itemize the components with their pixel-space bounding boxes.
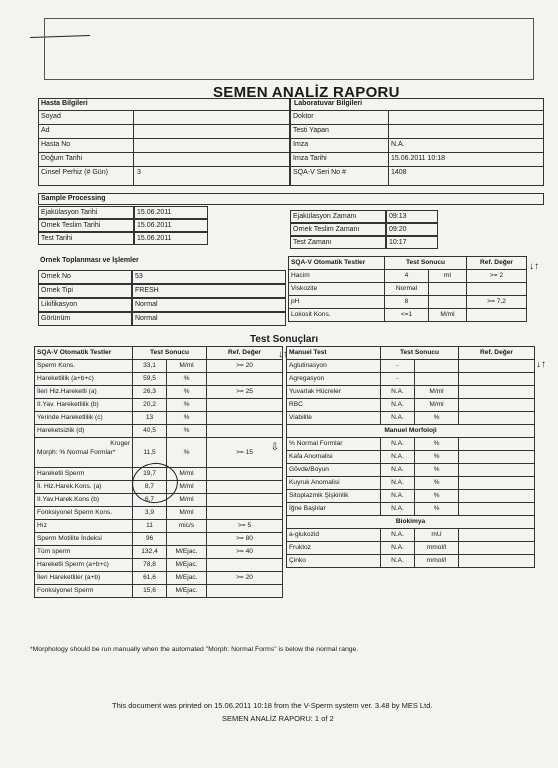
test-value-cell: 11	[133, 520, 167, 533]
test-unit-cell: mmol/l	[415, 555, 459, 568]
ref-value-cell	[207, 373, 283, 386]
test-value-cell: N.A.	[381, 542, 415, 555]
test-name-cell: Hareketli Sperm (a+b+c)	[35, 559, 133, 572]
test-name-cell: İl. Hiz.Harek.Kons. (a)	[35, 481, 133, 494]
ref-value-cell: >= 15 ⇩	[207, 438, 283, 468]
ref-value-cell	[207, 425, 283, 438]
ref-value-cell	[459, 399, 535, 412]
ref-value-cell: >= 5	[207, 520, 283, 533]
table-row	[287, 555, 535, 568]
header-cell: Test Sonucu	[385, 257, 467, 270]
test-name-cell: Kafa Anomalisi	[287, 451, 381, 464]
sample-date-label: Ejakülasyon Tarihi	[41, 209, 98, 216]
sort-arrows-icon-right: ↓↑	[536, 360, 546, 370]
test-unit-cell: M/ml	[415, 386, 459, 399]
test-unit-cell: M/ml	[167, 494, 207, 507]
sample-time-value: 09:20	[389, 226, 407, 233]
header-cell: SQA-V Otomatik Testler	[289, 257, 385, 270]
patient-field-label: Hasta No	[41, 141, 71, 148]
test-value-cell: 6,7	[133, 494, 167, 507]
test-unit-cell: %	[415, 451, 459, 464]
test-value-cell: N.A.	[381, 503, 415, 516]
table-row	[287, 529, 535, 542]
lab-field-label: İmza	[293, 141, 309, 148]
section-header-cell: Biokimya	[287, 516, 535, 529]
table-row	[35, 572, 283, 585]
test-unit-cell: M/ml	[167, 507, 207, 520]
test-unit-cell: mU	[415, 529, 459, 542]
table-row	[289, 296, 527, 309]
test-name-cell: % Normal Formlar	[287, 438, 381, 451]
test-unit-cell: %	[167, 412, 207, 425]
test-name-cell: İleri Hiz.Hareketli (a)	[35, 386, 133, 399]
test-value-cell: 33,1	[133, 360, 167, 373]
table-row	[35, 546, 283, 559]
sample-date-label: Örnek Teslim Tarihi	[41, 222, 101, 229]
test-unit-cell: %	[167, 373, 207, 386]
test-value-cell: 19,7	[133, 468, 167, 481]
test-name-cell: İğne Başlılar	[287, 503, 381, 516]
test-name-cell: RBC	[287, 399, 381, 412]
test-unit-cell	[429, 283, 467, 296]
sample-time-label: Örnek Teslim Zamanı	[293, 226, 360, 233]
test-unit-cell: M/ml	[167, 360, 207, 373]
table-row	[287, 451, 535, 464]
table-row	[287, 412, 535, 425]
ornek-value: Normal	[135, 315, 158, 322]
test-value-cell: N.A.	[381, 490, 415, 503]
test-name-cell: İleri Hareketliler (a+b)	[35, 572, 133, 585]
test-unit-cell: mmol/l	[415, 542, 459, 555]
sample-time-label: Test Zamanı	[293, 239, 332, 246]
ref-value-cell	[207, 559, 283, 572]
table-row	[287, 347, 535, 360]
ref-value-cell	[459, 451, 535, 464]
sample-date-value: 15.06.2011	[137, 209, 172, 216]
ref-value-cell	[459, 386, 535, 399]
ornek-header: Örnek Toplanması ve İşlemler	[40, 257, 139, 264]
footer-print-info: This document was printed on 15.06.2011 10:18 from the V-Sperm system ver. 3.48 by MES Ltd.	[112, 701, 433, 710]
test-name-cell: Gövde/Boyun	[287, 464, 381, 477]
test-name-cell: Viskozite	[289, 283, 385, 296]
test-value-cell: Normal	[385, 283, 429, 296]
test-unit-cell: M/ml	[415, 399, 459, 412]
test-unit-cell: %	[167, 386, 207, 399]
table-row	[35, 412, 283, 425]
lab-field-label: Doktor	[293, 113, 314, 120]
test-unit-cell: %	[415, 464, 459, 477]
ref-value-cell	[459, 529, 535, 542]
test-unit-cell	[415, 360, 459, 373]
patient-field-label: Doğum Tarihi	[41, 155, 83, 162]
test-value-cell: 40,5	[133, 425, 167, 438]
table-row	[287, 360, 535, 373]
sample-date-label: Test Tarihi	[41, 235, 73, 242]
test-unit-cell	[167, 533, 207, 546]
test-unit-cell: %	[415, 477, 459, 490]
test-unit-cell: M/Ejac.	[167, 559, 207, 572]
test-unit-cell: M/ml	[167, 481, 207, 494]
ref-value-cell	[459, 503, 535, 516]
test-value-cell: -	[381, 360, 415, 373]
patient-field-label: Cinsel Perhiz (# Gün)	[41, 169, 108, 176]
test-value-cell: 3,9	[133, 507, 167, 520]
lab-field-label: İmza Tarihi	[293, 155, 327, 162]
test-value-cell: 20,2	[133, 399, 167, 412]
lab-field-value: 15.06.2011 10:18	[391, 155, 445, 162]
ref-value-cell	[459, 438, 535, 451]
test-value-cell: 8	[385, 296, 429, 309]
ref-value-cell	[467, 283, 527, 296]
table-row	[287, 503, 535, 516]
patient-field-value: 3	[137, 169, 141, 176]
ref-value-cell	[459, 464, 535, 477]
ornek-label: Örnek Tipi	[41, 287, 73, 294]
row-divider	[38, 152, 290, 153]
table-row	[287, 386, 535, 399]
down-arrow-icon: ⇩	[270, 442, 280, 453]
ref-value-cell: >= 20	[207, 572, 283, 585]
test-value-cell: <=1	[385, 309, 429, 322]
sort-arrows-icon: ↓↑	[529, 262, 539, 272]
ref-value-cell	[467, 309, 527, 322]
test-name-cell: Tüm sperm	[35, 546, 133, 559]
test-unit-cell: %	[415, 490, 459, 503]
sample-time-value: 09:13	[389, 213, 407, 220]
lab-field-value: N.A.	[391, 141, 405, 148]
test-value-cell: 15,6	[133, 585, 167, 598]
test-unit-cell: M/ml	[429, 309, 467, 322]
ornek-label: Örnek No	[41, 273, 71, 280]
ornek-value: FRESH	[135, 287, 159, 294]
test-value-cell: 61,6	[133, 572, 167, 585]
test-value-cell: 132,4	[133, 546, 167, 559]
ornek-value: Normal	[135, 301, 158, 308]
test-name-cell: Yerinde Hareketlilik (c)	[35, 412, 133, 425]
test-name-cell: Morph: % Normal Formlar* Kruger	[35, 438, 133, 468]
test-value-cell: N.A.	[381, 399, 415, 412]
ref-value-cell	[207, 481, 283, 494]
sample-processing-header-bar	[38, 193, 544, 205]
table-row	[287, 425, 535, 438]
ref-value-cell	[459, 412, 535, 425]
test-name-cell: Lokosit Kons.	[289, 309, 385, 322]
table-row	[35, 425, 283, 438]
test-value-cell: 11,5	[133, 438, 167, 468]
header-cell: Test Sonucu	[381, 347, 459, 360]
table-row	[35, 520, 283, 533]
ornek-value: 53	[135, 273, 143, 280]
test-name-cell: Fonksiyonel Sperm Kons.	[35, 507, 133, 520]
sample-date-value: 15.06.2011	[137, 235, 172, 242]
test-value-cell: -	[381, 373, 415, 386]
test-value-cell: 26,3	[133, 386, 167, 399]
header-cell: Test Sonucu	[133, 347, 207, 360]
test-name-cell: II.Yav.Harek.Kons (b)	[35, 494, 133, 507]
patient-field-label: Ad	[41, 127, 50, 134]
patient-info-header: Hasta Bilgileri	[41, 100, 88, 107]
lab-field-value: 1408	[391, 169, 407, 176]
test-name-cell: Hareketli Sperm	[35, 468, 133, 481]
table-row	[287, 399, 535, 412]
test-value-cell: N.A.	[381, 555, 415, 568]
sample-time-value: 10:17	[389, 239, 407, 246]
test-name-cell: II.Yav. Hareketlilik (b)	[35, 399, 133, 412]
lab-info-header: Laboratuvar Bilgileri	[294, 100, 363, 107]
ref-value-cell	[207, 494, 283, 507]
table-row	[287, 373, 535, 386]
ref-value-cell: >= 20	[207, 360, 283, 373]
header-cell: Ref. Değer	[459, 347, 535, 360]
test-name-cell: Kuyruk Anomalisi	[287, 477, 381, 490]
test-name-cell: Agregasyon	[287, 373, 381, 386]
ref-value-cell	[459, 490, 535, 503]
test-unit-cell: mic/s	[167, 520, 207, 533]
lab-field-label: SQA-V Seri No #	[293, 169, 346, 176]
row-divider	[290, 152, 544, 153]
table-row	[35, 386, 283, 399]
letterhead-box	[44, 18, 534, 80]
test-name-cell: Yuvarlak Hücreler	[287, 386, 381, 399]
test-name-cell: Viabilite	[287, 412, 381, 425]
ref-value-cell	[459, 542, 535, 555]
test-value-cell: 13	[133, 412, 167, 425]
ref-value-cell	[207, 507, 283, 520]
test-name-cell: Aglutinasyon	[287, 360, 381, 373]
header-cell: Ref. Değer	[207, 347, 283, 360]
table-row	[35, 507, 283, 520]
table-row	[35, 347, 283, 360]
table-row	[35, 360, 283, 373]
table-row	[289, 270, 527, 283]
column-divider	[388, 110, 389, 186]
test-name-cell: Hacim	[289, 270, 385, 283]
test-unit-cell: %	[415, 503, 459, 516]
header-cell: Ref. Değer	[467, 257, 527, 270]
ref-value-cell	[459, 360, 535, 373]
test-unit-cell: %	[167, 425, 207, 438]
test-name-cell: Hareketlilik (a+b+c)	[35, 373, 133, 386]
test-unit-cell: M/ml	[167, 468, 207, 481]
section-header-cell: Manuel Morfoloji	[287, 425, 535, 438]
patient-field-label: Soyad	[41, 113, 61, 120]
test-unit-cell: ml	[429, 270, 467, 283]
manual-tests-table	[286, 346, 535, 568]
test-unit-cell: %	[415, 438, 459, 451]
test-value-cell: 59,5	[133, 373, 167, 386]
test-value-cell: 78,8	[133, 559, 167, 572]
test-unit-cell: M/Ejac.	[167, 585, 207, 598]
ref-value-cell	[459, 477, 535, 490]
test-value-cell: N.A.	[381, 451, 415, 464]
results-title: Test Sonuçları	[250, 334, 319, 345]
row-divider	[290, 138, 544, 139]
test-unit-cell: M/Ejac.	[167, 572, 207, 585]
row-divider	[290, 110, 544, 111]
table-row	[287, 490, 535, 503]
ref-value-cell: >= 25	[207, 386, 283, 399]
ref-value-cell: >= 80	[207, 533, 283, 546]
ref-value-cell	[207, 399, 283, 412]
morphology-note: *Morphology should be run manually when the automated "Morph: Normal Forms" is below the normal range.	[30, 646, 359, 653]
ref-value-cell: >= 7,2	[467, 296, 527, 309]
test-value-cell: N.A.	[381, 438, 415, 451]
test-name-cell: Fonksiyonel Sperm	[35, 585, 133, 598]
ref-value-cell	[459, 373, 535, 386]
footer-page-info: SEMEN ANALİZ RAPORU: 1 of 2	[222, 714, 334, 723]
ref-value-cell: >= 40	[207, 546, 283, 559]
table-row	[35, 559, 283, 572]
ref-value-cell	[207, 585, 283, 598]
test-value-cell: N.A.	[381, 386, 415, 399]
ornek-label: Görünüm	[41, 315, 71, 322]
column-divider	[133, 110, 134, 186]
ornek-label: Likifikasyon	[41, 301, 78, 308]
table-row	[287, 516, 535, 529]
header-cell: SQA-V Otomatik Testler	[35, 347, 133, 360]
page-title: SEMEN ANALİZ RAPORU	[213, 84, 400, 101]
test-unit-cell: M/Ejac.	[167, 546, 207, 559]
table-row	[289, 257, 527, 270]
test-value-cell: 4	[385, 270, 429, 283]
test-unit-cell: %	[415, 412, 459, 425]
row-divider	[38, 110, 290, 111]
table-row	[289, 283, 527, 296]
table-row	[35, 399, 283, 412]
table-row	[35, 533, 283, 546]
test-value-cell: N.A.	[381, 412, 415, 425]
ref-value-cell	[207, 468, 283, 481]
header-cell: Manuel Test	[287, 347, 381, 360]
sample-date-value: 15.06.2011	[137, 222, 172, 229]
test-name-cell: pH	[289, 296, 385, 309]
row-divider	[290, 124, 544, 125]
table-row	[35, 585, 283, 598]
test-name-cell: Fruktoz	[287, 542, 381, 555]
table-row	[289, 309, 527, 322]
sqa-top-table	[288, 256, 527, 322]
test-name-cell: Hız	[35, 520, 133, 533]
test-value-cell: N.A.	[381, 529, 415, 542]
sample-time-label: Ejakülasyon Zamanı	[293, 213, 357, 220]
test-name-cell: Hareketsizlik (d)	[35, 425, 133, 438]
test-name-cell: Sitoplazmik Şişkinlik	[287, 490, 381, 503]
test-name-cell: Sperm Kons.	[35, 360, 133, 373]
test-unit-cell	[415, 373, 459, 386]
table-row	[287, 438, 535, 451]
test-value-cell: N.A.	[381, 477, 415, 490]
ref-value-cell: >= 2	[467, 270, 527, 283]
row-divider	[290, 166, 544, 167]
kruger-label: Kruger	[110, 440, 130, 447]
row-divider	[38, 166, 290, 167]
test-unit-cell: %	[167, 438, 207, 468]
test-value-cell: N.A.	[381, 464, 415, 477]
test-name-cell: Sperm Motilite İndeksi	[35, 533, 133, 546]
table-row	[287, 477, 535, 490]
lab-field-label: Testi Yapan	[293, 127, 329, 134]
sort-arrows-icon-left: ↓↑	[278, 350, 288, 360]
test-unit-cell: %	[167, 399, 207, 412]
table-row	[35, 373, 283, 386]
test-unit-cell	[429, 296, 467, 309]
row-divider	[38, 124, 290, 125]
ref-value-cell	[207, 412, 283, 425]
test-name-cell: Çinko	[287, 555, 381, 568]
test-value-cell: 96	[133, 533, 167, 546]
table-row	[287, 542, 535, 555]
test-value-cell: 8,7	[133, 481, 167, 494]
test-name-cell: a-glukozid	[287, 529, 381, 542]
row-divider	[38, 138, 290, 139]
ref-value-cell	[459, 555, 535, 568]
table-row	[287, 464, 535, 477]
sample-processing-header: Sample Processing	[41, 195, 106, 202]
